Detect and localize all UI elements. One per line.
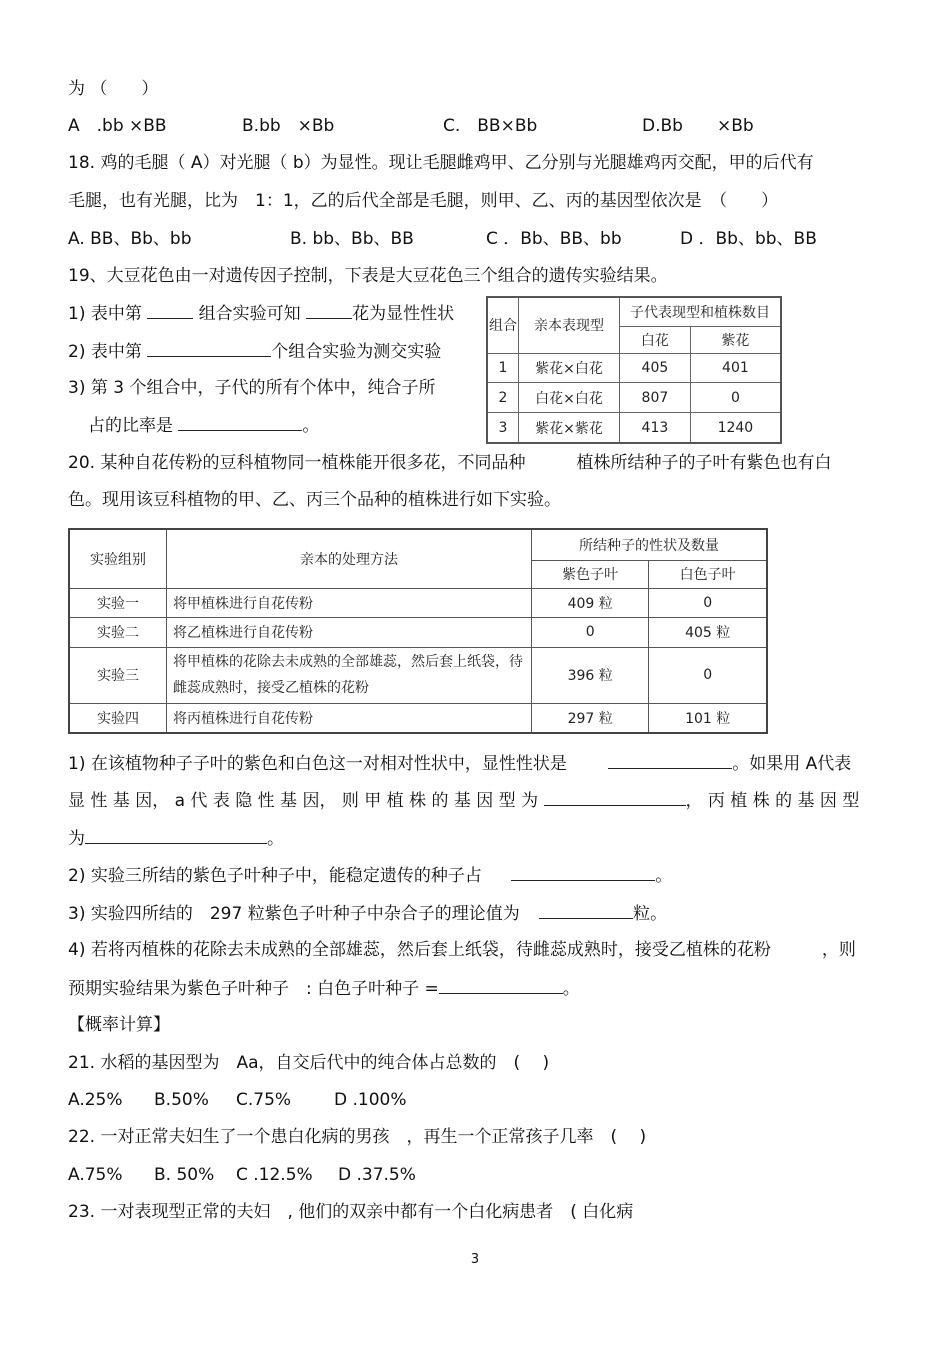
table-row <box>487 353 781 383</box>
table-row <box>69 618 767 647</box>
q20-sub-1-text-f: 。 <box>267 829 284 849</box>
cell-purple: 0 <box>532 618 649 647</box>
cell-parent: 紫花×紫花 <box>519 413 620 444</box>
q19-sub-3-text-c: 。 <box>302 416 320 436</box>
answer-blank[interactable] <box>147 340 271 357</box>
answer-blank[interactable] <box>544 789 686 806</box>
q20-sub-1-text-b: 。如果用 A代表 <box>732 754 852 774</box>
table-legume-experiments <box>68 528 768 734</box>
table-header-group: 组合 <box>487 297 519 353</box>
table-header-method: 亲本的处理方法 <box>167 529 532 589</box>
cell-parent: 紫花×白花 <box>519 353 620 383</box>
q20-sub-1-line-1 <box>68 752 851 775</box>
q20-sub-1-text-e: 为 <box>68 829 85 849</box>
answer-blank[interactable] <box>147 302 193 319</box>
q19-sub-3: 3) 第 3 个组合中，子代的所有个体中，纯合子所 <box>68 378 436 398</box>
cell-group: 实验四 <box>69 704 167 733</box>
q20-sub-1-line-3 <box>68 827 284 850</box>
q20-sub-1-line-2 <box>68 789 859 812</box>
q17-option-c: C. BB×Bb <box>443 116 538 136</box>
q21-option-b: B.50% <box>154 1090 209 1110</box>
cell-purple: 1240 <box>690 413 781 444</box>
cell-group: 2 <box>487 383 519 413</box>
answer-blank[interactable] <box>85 827 267 844</box>
q19-sub-2-text-a: 2) 表中第 <box>68 342 142 362</box>
cell-white: 0 <box>649 647 767 704</box>
q19-sub-1 <box>68 302 454 325</box>
q21-option-a: A.25% <box>68 1090 123 1110</box>
cell-group: 实验三 <box>69 647 167 704</box>
answer-blank[interactable] <box>511 864 655 881</box>
q20-line-1: 20. 某种自花传粉的豆科植物同一植株能开很多花，不同品种 植株所结种子的子叶有紫色也有白 <box>68 453 832 473</box>
q20-sub-2-text-b: 。 <box>655 866 673 886</box>
table-header-white: 白色子叶 <box>649 560 767 588</box>
answer-blank[interactable] <box>439 977 563 994</box>
q22-option-c: C .12.5% <box>236 1165 313 1185</box>
cell-white: 405 <box>620 353 691 383</box>
cell-group: 实验一 <box>69 589 167 618</box>
table-header-group: 实验组别 <box>69 529 167 589</box>
answer-blank[interactable] <box>306 302 352 319</box>
q20-sub-4-line-1: 4) 若将丙植株的花除去未成熟的全部雄蕊，然后套上纸袋，待雌蕊成熟时，接受乙植株的花粉 ，则 <box>68 940 856 960</box>
cell-purple: 297 粒 <box>532 704 649 733</box>
table-row <box>487 383 781 413</box>
q18-option-c: C ．Bb、BB、bb <box>486 229 622 249</box>
q20-sub-3 <box>68 902 667 925</box>
cell-white: 413 <box>620 413 691 444</box>
q18-line-1: 18. 鸡的毛腿（ A）对光腿（ b）为显性。现让毛腿雌鸡甲、乙分别与光腿雄鸡丙交配，甲的后代有 <box>68 153 814 173</box>
q20-sub-3-text-a: 3) 实验四所结的 297 粒紫色子叶种子中杂合子的理论值为 <box>68 904 520 924</box>
table-header-seeds: 所结种子的性状及数量 <box>532 529 768 560</box>
q17-tail: 为 （ ） <box>68 79 159 99</box>
q18-line-2: 毛腿，也有光腿，比为 1：1，乙的后代全部是毛腿，则甲、乙、丙的基因型依次是 （ ） <box>68 191 779 211</box>
cell-method: 将丙植株进行自花传粉 <box>167 704 532 733</box>
q21-option-d: D .100% <box>334 1090 407 1110</box>
table-header-offspring: 子代表现型和植株数目 <box>620 297 782 326</box>
q17-option-d: D.Bb ×Bb <box>642 116 754 136</box>
table-row <box>69 704 767 733</box>
q19-sub-1-text-b: 组合实验可知 <box>198 304 301 324</box>
table-header-purple: 紫色子叶 <box>532 560 649 588</box>
q20-sub-2 <box>68 864 672 887</box>
q21-option-c: C.75% <box>236 1090 292 1110</box>
q18-option-b: B. bb、Bb、BB <box>290 229 414 249</box>
q18-option-d: D ．Bb、bb、BB <box>680 229 817 249</box>
q17-option-b: B.bb ×Bb <box>242 116 335 136</box>
cell-group: 1 <box>487 353 519 383</box>
cell-group: 实验二 <box>69 618 167 647</box>
q19-sub-3-cont <box>88 414 319 437</box>
q18-option-a: A. BB、Bb、bb <box>68 229 192 249</box>
table-header-parent: 亲本表现型 <box>519 297 620 353</box>
cell-white: 807 <box>620 383 691 413</box>
q17-option-a: A .bb ×BB <box>68 116 167 136</box>
cell-purple: 0 <box>690 383 781 413</box>
cell-purple: 401 <box>690 353 781 383</box>
cell-white: 0 <box>649 589 767 618</box>
page-number: 3 <box>470 1252 480 1267</box>
cell-group: 3 <box>487 413 519 444</box>
q20-line-2: 色。现用该豆科植物的甲、乙、丙三个品种的植株进行如下实验。 <box>68 490 561 510</box>
q20-sub-3-text-b: 粒。 <box>633 904 668 924</box>
table-row <box>69 589 767 618</box>
q23-stem: 23. 一对表现型正常的夫妇 , 他们的双亲中都有一个白化病患者 ( 白化病 <box>68 1202 634 1222</box>
q19-stem: 19、大豆花色由一对遗传因子控制，下表是大豆花色三个组合的遗传实验结果。 <box>68 266 668 286</box>
answer-blank[interactable] <box>539 902 633 919</box>
q22-option-b: B. 50% <box>154 1165 215 1185</box>
q19-sub-2 <box>68 340 441 363</box>
cell-method: 将甲植株进行自花传粉 <box>167 589 532 618</box>
cell-parent: 白花×白花 <box>519 383 620 413</box>
q19-sub-3-text-b: 占的比率是 <box>88 416 173 436</box>
q20-sub-4-text-c: 。 <box>562 979 580 999</box>
q20-sub-1-text-a: 1) 在该植物种子子叶的紫色和白色这一对相对性状中，显性性状是 <box>68 754 567 774</box>
answer-blank[interactable] <box>608 752 732 769</box>
q20-sub-2-text-a: 2) 实验三所结的紫色子叶种子中，能稳定遗传的种子占 <box>68 866 482 886</box>
q20-sub-1-text-d: ， 丙 植 株 的 基 因 型 <box>685 791 860 811</box>
table-row <box>487 413 781 444</box>
q21-stem: 21. 水稻的基因型为 Aa，自交后代中的纯合体占总数的 ( ) <box>68 1053 550 1073</box>
q20-sub-4-text-b: 预期实验结果为紫色子叶种子 : 白色子叶种子 = <box>68 979 439 999</box>
answer-blank[interactable] <box>178 414 302 431</box>
q19-sub-1-text-a: 1) 表中第 <box>68 304 142 324</box>
table-header-white: 白花 <box>620 326 691 353</box>
q20-sub-1-text-c: 显 性 基 因， a 代 表 隐 性 基 因， 则 甲 植 株 的 基 因 型 为 <box>68 791 539 811</box>
table-soybean-cross-results <box>486 296 782 444</box>
cell-purple: 409 粒 <box>532 589 649 618</box>
cell-method: 将甲植株的花除去未成熟的全部雄蕊，然后套上纸袋，待雌蕊成熟时，接受乙植株的花粉 <box>167 647 532 704</box>
q19-sub-1-text-c: 花为显性性状 <box>352 304 455 324</box>
q19-sub-2-text-b: 个组合实验为测交实验 <box>271 342 442 362</box>
q22-stem: 22. 一对正常夫妇生了一个患白化病的男孩 ，再生一个正常孩子几率 ( ) <box>68 1127 647 1147</box>
cell-method: 将乙植株进行自花传粉 <box>167 618 532 647</box>
cell-purple: 396 粒 <box>532 647 649 704</box>
q20-sub-4-line-2 <box>68 977 580 1000</box>
q22-option-a: A.75% <box>68 1165 123 1185</box>
table-row <box>69 647 767 704</box>
q22-option-d: D .37.5% <box>338 1165 416 1185</box>
cell-white: 101 粒 <box>649 704 767 733</box>
cell-white: 405 粒 <box>649 618 767 647</box>
section-heading: 【概率计算】 <box>68 1015 170 1035</box>
table-header-purple: 紫花 <box>690 326 781 353</box>
